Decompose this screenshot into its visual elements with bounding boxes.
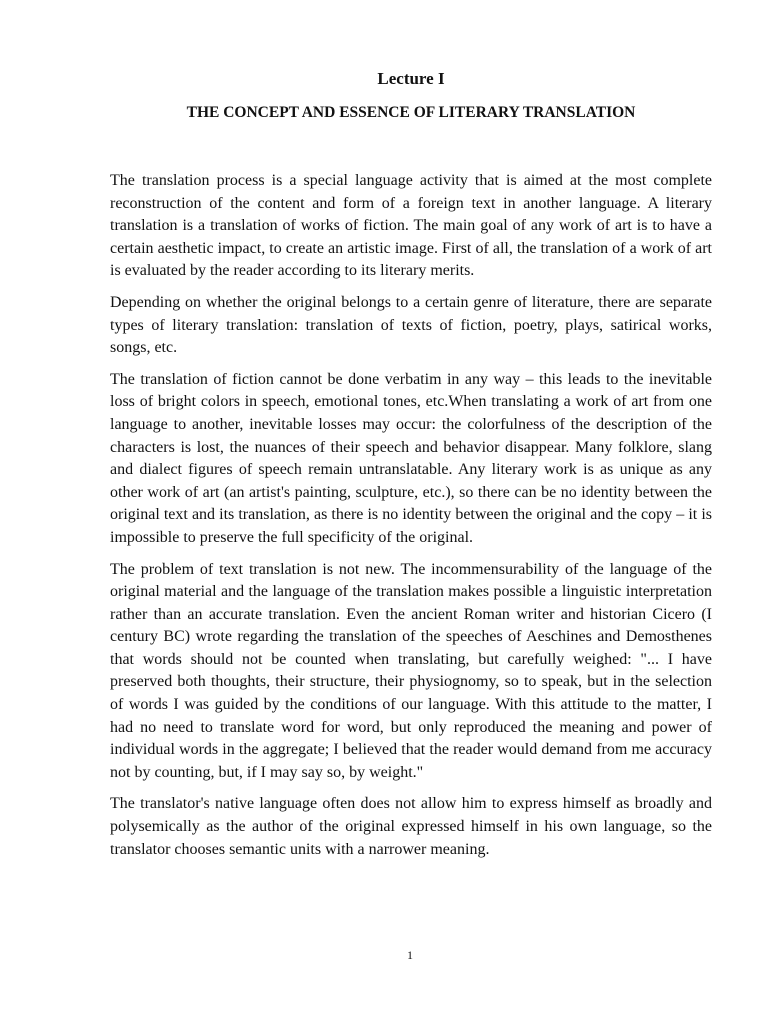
paragraph-5: The translator's native language often does not allow him to express himself as broadly and polysemically as the author of the original expressed himself in his own language, so the translator chooses semantic units with a narrower meaning. [110, 795, 712, 858]
page-number: 1 [407, 948, 413, 962]
paragraph-4: The problem of text translation is not new. The incommensurability of the language of the original material and the language of the translation makes possible a linguistic interpretation rather than an accurate translation. Even the ancient Roman writer and historian Cicero (I century BC) wrote regarding the translation of the speeches of Aeschines and Demosthenes that words should not be counted when translating, but carefully weighed: "... I have preserved both thoughts, their structure, their physiognomy, so to speak, but in the selection of words I was guided by the conditions of our language. With this attitude to the matter, I had no need to translate word for word, but only reproduced the meaning and power of individual words in the aggregate; I believed that the reader would demand from me accuracy not by counting, but, if I may say so, by weight." [110, 560, 712, 781]
document-title: THE CONCEPT AND ESSENCE OF LITERARY TRANSLATION [186, 104, 636, 121]
paragraph-1: The translation process is a special language activity that is aimed at the most complete reconstruction of the content and form of a foreign text in another language. A literary translation is a translation of works of fiction. The main goal of any work of art is to have a certain aesthetic impact, to create an artistic image. First of all, the translation of a work of art is evaluated by the reader according to its literary merits. [110, 172, 712, 280]
lecture-label: Lecture I [377, 69, 445, 88]
paragraph-2: Depending on whether the original belongs to a certain genre of literature, there are separate types of literary translation: translation of texts of fiction, poetry, plays, satirical works, songs, etc. [110, 293, 712, 357]
paragraph-3: The translation of fiction cannot be done verbatim in any way – this leads to the inevitable loss of bright colors in speech, emotional tones, etc.When translating a work of art from one language to another, inevitable losses may occur: the colorfulness of the description of the characters is lost, the nuances of their speech and behavior disappear. Many folklore, slang and dialect figures of speech remain untranslatable. Any literary work is as unique as any other work of art (an artist's painting, sculpture, etc.), so there can be no identity between the original text and its translation, as there is no identity between the original and the copy – it is impossible to preserve the full specificity of the original. [110, 370, 712, 546]
